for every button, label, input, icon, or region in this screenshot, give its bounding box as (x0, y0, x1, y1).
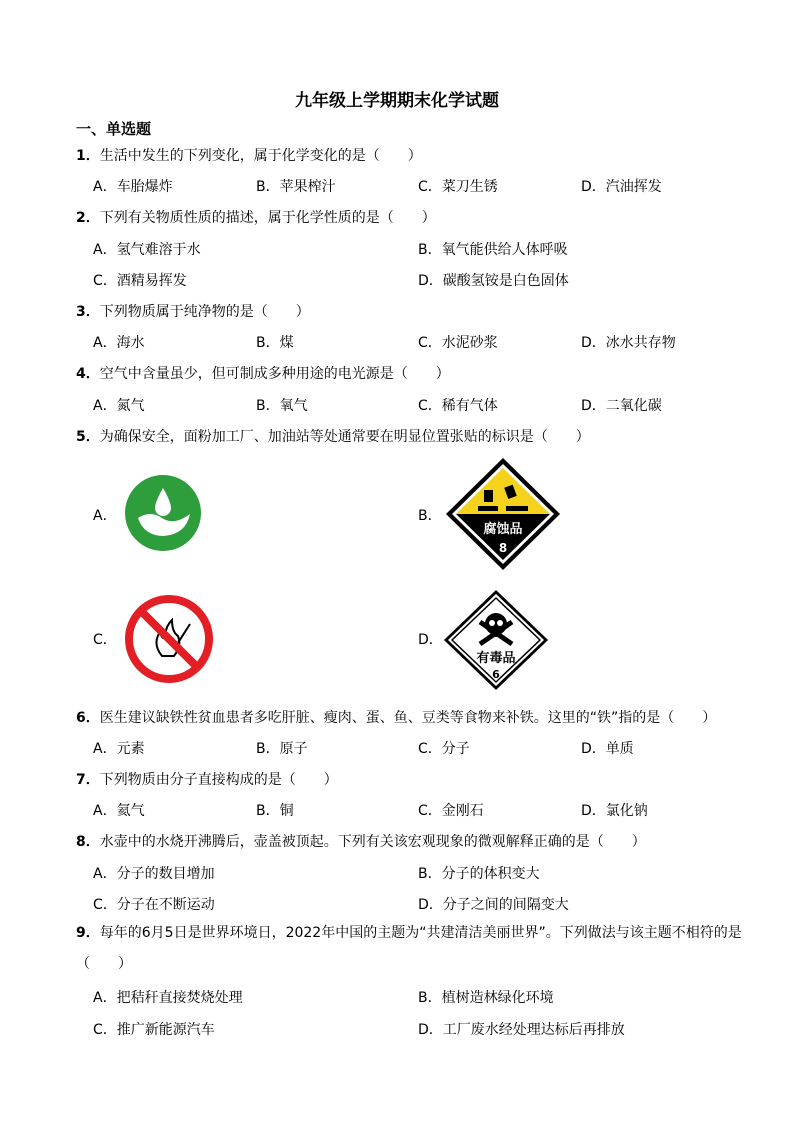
q8-option-d[interactable]: D．分子之间的间隔变大 (418, 897, 569, 913)
q9-option-a[interactable]: A．把秸秆直接焚烧处理 (93, 990, 243, 1006)
question-4: 4．空气中含量虽少，但可制成多种用途的电光源是（ ） (76, 366, 450, 382)
corrosive-sign-icon[interactable] (444, 456, 562, 572)
q6-option-b[interactable]: B．原子 (256, 741, 308, 757)
question-8: 8．水壶中的水烧开沸腾后，壶盖被顶起。下列有关该宏观现象的微观解释正确的是（ ） (76, 834, 646, 850)
question-1: 1．生活中发生的下列变化，属于化学变化的是（ ） (76, 148, 422, 164)
page-title: 九年级上学期期末化学试题 (295, 91, 499, 111)
q3-option-d[interactable]: D．冰水共存物 (581, 335, 676, 351)
no-fire-sign-icon[interactable] (124, 594, 214, 684)
q6-option-d[interactable]: D．单质 (581, 741, 634, 757)
corrosive-sign-number: 8 (498, 541, 508, 555)
q1-option-b[interactable]: B．苹果榨汁 (256, 179, 336, 195)
question-2: 2．下列有关物质性质的描述，属于化学性质的是（ ） (76, 210, 436, 226)
q8-option-b[interactable]: B．分子的体积变大 (418, 866, 540, 882)
q4-option-a[interactable]: A．氮气 (93, 398, 145, 414)
question-6: 6．医生建议缺铁性贫血患者多吃肝脏、瘦肉、蛋、鱼、豆类等食物来补铁。这里的“铁”指的是（ ） (76, 710, 717, 726)
q4-option-c[interactable]: C．稀有气体 (418, 398, 498, 414)
q6-option-c[interactable]: C．分子 (418, 741, 470, 757)
q4-option-d[interactable]: D．二氧化碳 (581, 398, 662, 414)
q9-option-d[interactable]: D．工厂废水经处理达标后再排放 (418, 1022, 625, 1038)
q7-option-b[interactable]: B．铜 (256, 803, 294, 819)
q3-option-b[interactable]: B．煤 (256, 335, 294, 351)
q2-option-a[interactable]: A．氢气难溶于水 (93, 242, 201, 258)
q4-option-b[interactable]: B．氧气 (256, 398, 308, 414)
toxic-sign-text: 有毒品 (476, 651, 516, 666)
q3-option-c[interactable]: C．水泥砂浆 (418, 335, 498, 351)
question-5: 5．为确保安全，面粉加工厂、加油站等处通常要在明显位置张贴的标识是（ ） (76, 429, 590, 445)
toxic-sign-number: 6 (492, 668, 500, 681)
q5-option-a[interactable]: A． (93, 508, 117, 524)
q8-option-c[interactable]: C．分子在不断运动 (93, 897, 215, 913)
q7-option-d[interactable]: D．氯化钠 (581, 803, 648, 819)
toxic-sign-icon[interactable] (442, 588, 550, 692)
question-9: 9．每年的6月5日是世界环境日，2022年中国的主题为“共建清洁美丽世界”。下列做法与该主题不相符的是（ ） (76, 925, 742, 972)
q9-option-c[interactable]: C．推广新能源汽车 (93, 1022, 215, 1038)
corrosive-sign-text: 腐蚀品 (483, 522, 523, 537)
q1-option-a[interactable]: A．车胎爆炸 (93, 179, 173, 195)
question-3: 3．下列物质属于纯净物的是（ ） (76, 304, 310, 320)
q1-option-d[interactable]: D．汽油挥发 (581, 179, 662, 195)
q3-option-a[interactable]: A．海水 (93, 335, 145, 351)
q2-option-b[interactable]: B．氧气能供给人体呼吸 (418, 242, 568, 258)
q7-option-a[interactable]: A．氦气 (93, 803, 145, 819)
water-saving-sign-icon[interactable] (124, 474, 202, 552)
q8-option-a[interactable]: A．分子的数目增加 (93, 866, 215, 882)
q2-option-d[interactable]: D．碳酸氢铵是白色固体 (418, 273, 569, 289)
q5-option-b[interactable]: B． (418, 508, 442, 524)
q7-option-c[interactable]: C．金刚石 (418, 803, 484, 819)
section-heading: 一、单选题 (76, 120, 152, 138)
q5-option-c[interactable]: C． (93, 632, 117, 648)
q9-option-b[interactable]: B．植树造林绿化环境 (418, 990, 554, 1006)
question-7: 7．下列物质由分子直接构成的是（ ） (76, 772, 338, 788)
q6-option-a[interactable]: A．元素 (93, 741, 145, 757)
q5-option-d[interactable]: D． (418, 632, 443, 648)
q2-option-c[interactable]: C．酒精易挥发 (93, 273, 187, 289)
q1-option-c[interactable]: C．菜刀生锈 (418, 179, 498, 195)
